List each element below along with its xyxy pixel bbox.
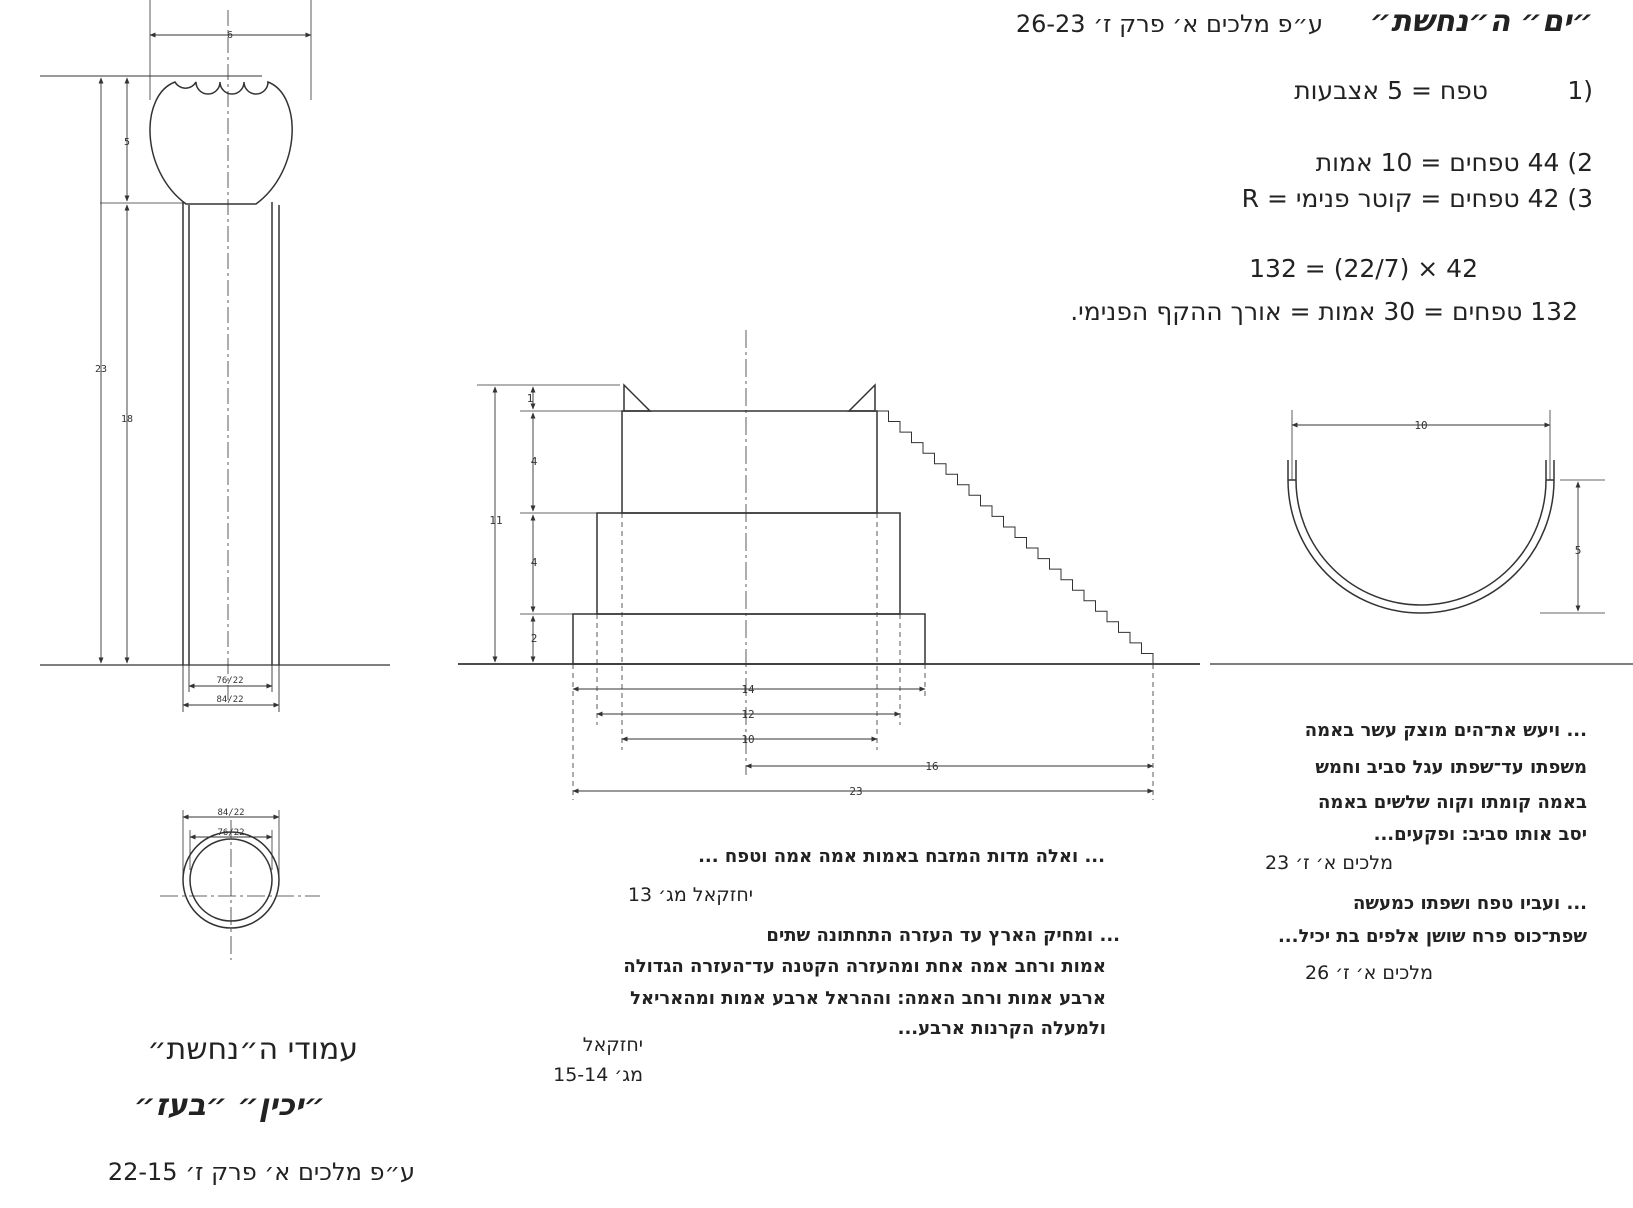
sea-title: ״ים״ ה״נחשת״: [1369, 4, 1593, 39]
dim-total: 23: [94, 364, 108, 375]
basin-outer: [1288, 480, 1554, 613]
altar-quote-2-line-2: אמות ורחב אמה אחת ומהעזרה הקטנה עד־העזרה הגדולה: [623, 956, 1106, 977]
sea-basin: [1210, 410, 1633, 664]
sea-quote-2-line-1: ... ועביו טפח ושפתו כמעשה: [1353, 893, 1587, 914]
dim-h4b: 4: [530, 556, 538, 569]
pillar-dim-labels: [95, 30, 244, 705]
dim-sea-depth: 5: [1574, 544, 1582, 557]
altar-drawing: [458, 330, 1200, 800]
altar-base: [573, 614, 925, 664]
sea-quote-2-ref: מלכים א׳ ז׳ 26: [1305, 962, 1433, 984]
pillars-subtitle: ״יכין״ ״בעז״: [134, 1088, 325, 1123]
dim-sea-width: 10: [1414, 419, 1428, 432]
formula-calc-1: 132 = (22/7) × 42: [1249, 254, 1478, 283]
dim-cap: 5: [123, 137, 131, 148]
formula-2: 2) 44 טפחים = 10 אמות: [1315, 148, 1593, 177]
dim-top: 6: [226, 30, 234, 41]
formula-calc-2: 132 טפחים = 30 אמות = אורך ההקף הפנימי.: [1070, 297, 1578, 326]
sea-quote-1-line-2: משפתו עד־שפתו עגל סביב וחמש: [1315, 757, 1587, 778]
altar-quote-1: ... ואלה מדות המזבח באמות אמה אמה וטפח ...: [698, 846, 1105, 867]
dim-w10: 10: [741, 733, 755, 746]
pillars-title: עמודי ה״נחשת״: [147, 1032, 358, 1067]
dim-outer: 84/22: [216, 695, 244, 705]
altar-horn-right: [849, 385, 875, 411]
dim-w23: 23: [849, 785, 863, 798]
dim-w16: 16: [925, 760, 939, 773]
formula-3: 3) 42 טפחים = קוטר פנימי = R: [1241, 184, 1593, 213]
altar-quote-2-line-4: ולמעלה הקרנות ארבע...: [897, 1018, 1106, 1039]
altar-horn-left: [624, 385, 650, 411]
dim-h1: 1: [526, 392, 534, 405]
dim-h2: 2: [530, 632, 538, 645]
altar-hearth: [622, 411, 877, 513]
sea-quote-1-ref: מלכים א׳ ז׳ 23: [1265, 852, 1393, 874]
formula-1-num: 1): [1567, 76, 1593, 105]
dim-shaft: 18: [120, 414, 134, 425]
altar-dim-labels: [489, 392, 938, 798]
sea-dim-labels: [1414, 419, 1581, 557]
dim-sec-outer: 84/22: [217, 808, 245, 818]
basin-inner: [1296, 480, 1546, 605]
dim-sec-inner: 76/22: [217, 828, 245, 838]
altar-quote-2-line-3: ארבע אמות ורחב האמה: וההראל ארבע אמות ומהאריאל: [630, 988, 1106, 1009]
sea-quote-1-line-4: יסב אותו סביב: ופקעים...: [1373, 824, 1587, 845]
dim-w12: 12: [741, 708, 755, 721]
dim-w14: 14: [741, 683, 755, 696]
pillar-elevation: [40, 0, 390, 700]
altar-dimensions: [495, 387, 1153, 791]
altar-middle: [597, 513, 900, 614]
altar-quote-2-ref-b: מג׳ 15-14: [553, 1064, 643, 1086]
dim-h11: 11: [489, 514, 503, 527]
altar-quote-2-ref-a: יחזקאל: [582, 1034, 643, 1056]
pillars-ref: ע״פ מלכים א׳ פרק ז׳ 22-15: [107, 1158, 415, 1186]
sea-quote-2-line-2: שפת־כוס פרח שושן אלפים בת יכיל...: [1277, 926, 1587, 947]
sea-title-ref: ע״פ מלכים א׳ פרק ז׳ 26-23: [1015, 10, 1323, 38]
dim-inner: 76/22: [216, 676, 244, 686]
pillar-capital: [150, 82, 292, 204]
altar-staircase: [877, 411, 1153, 664]
dim-h4a: 4: [530, 455, 538, 468]
formula-1: טפח = 5 אצבעות: [1294, 76, 1488, 105]
sea-quote-1-line-3: באמה קומתו וקוה שלשים באמה: [1318, 792, 1587, 813]
sea-quote-1-line-1: ... ויעש את־הים מוצק עשר באמה: [1304, 720, 1587, 741]
altar-quote-1-ref: יחזקאל מג׳ 13: [627, 884, 753, 906]
altar-quote-2-line-1: ... ומחיק הארץ עד העזרה התחתונה שתים: [766, 925, 1120, 946]
